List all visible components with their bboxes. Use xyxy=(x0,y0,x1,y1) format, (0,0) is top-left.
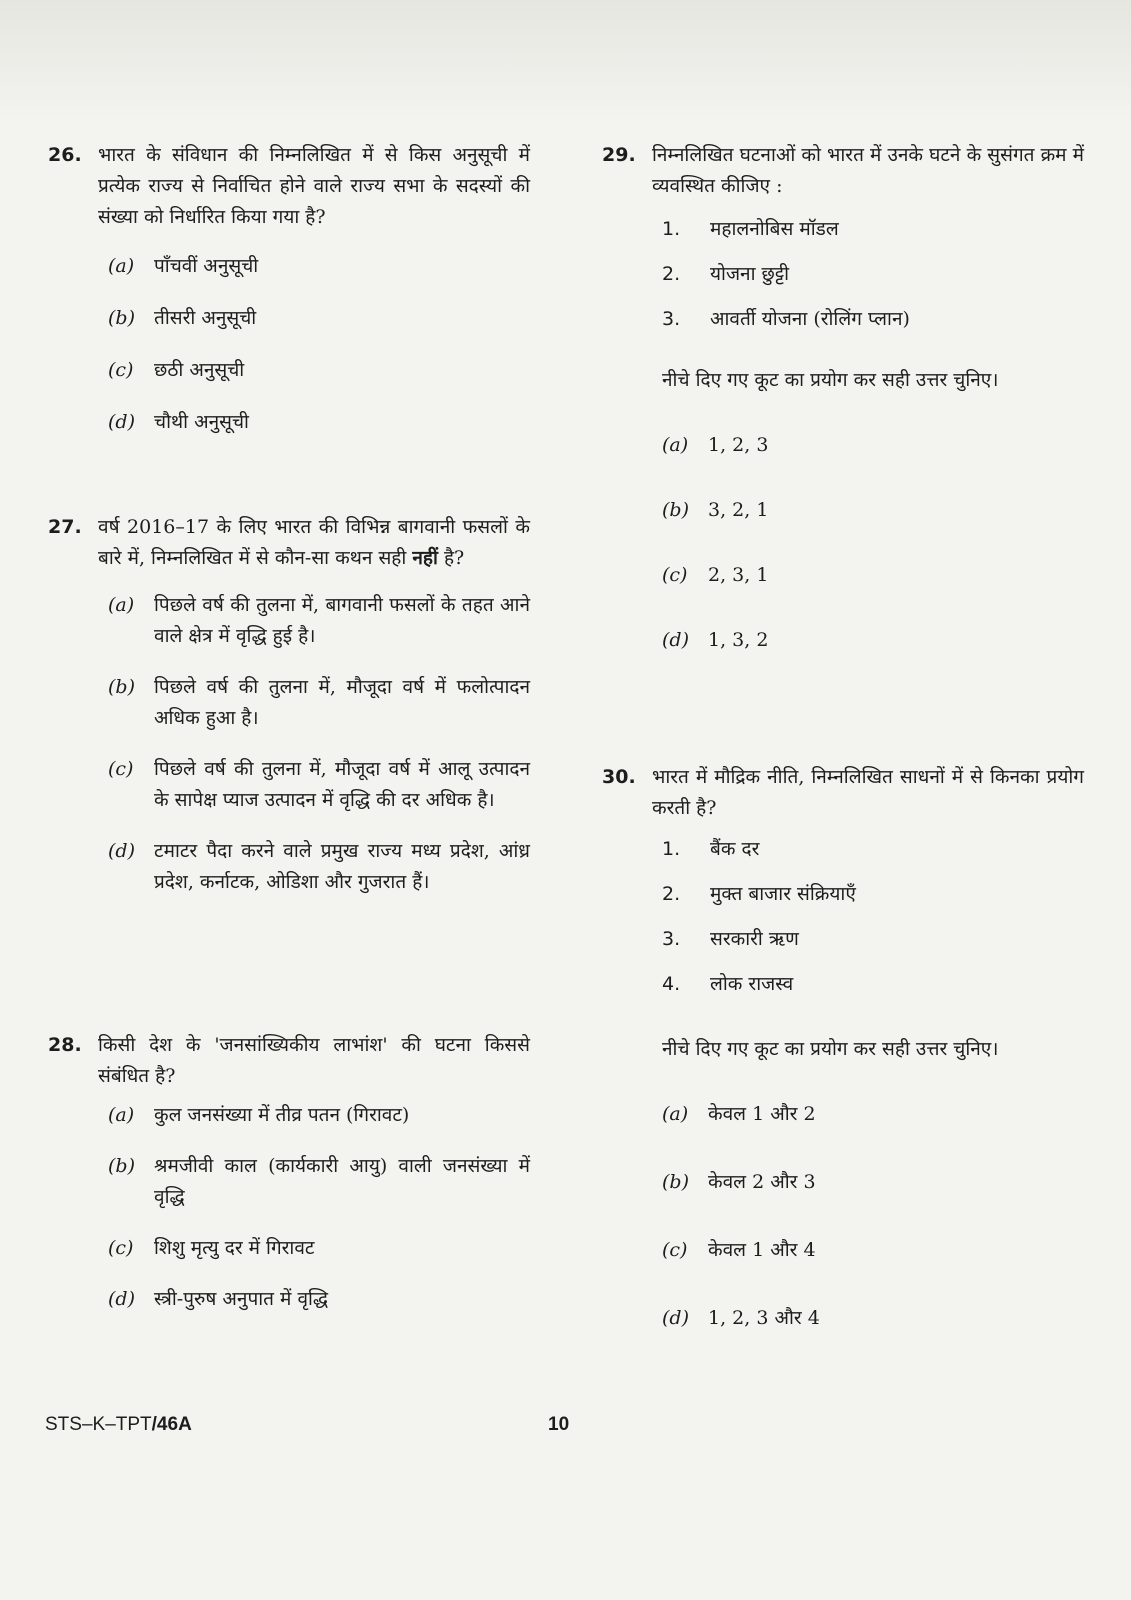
option-b xyxy=(108,672,530,734)
option-label: (b) xyxy=(108,676,135,698)
question-29 xyxy=(602,140,1084,656)
option-text: पिछले वर्ष की तुलना में, मौजूदा वर्ष में फलोत्पादन अधिक हुआ है। xyxy=(154,676,530,729)
option-b xyxy=(662,1167,1084,1198)
question-27 xyxy=(48,512,530,898)
option-c xyxy=(662,1235,1084,1266)
option-text: पाँचवीं अनुसूची xyxy=(154,255,259,277)
item-text: आवर्ती योजना (रोलिंग प्लान) xyxy=(710,308,910,330)
question-text: भारत के संविधान की निम्नलिखित में से किस अनुसूची में प्रत्येक राज्य से निर्वाचित होने वाले राज्य सभा के सदस्यों की संख्या को निर्धारित किया गया है? xyxy=(98,144,530,228)
question-text: भारत में मौद्रिक नीति, निम्नलिखित साधनों में से किनका प्रयोग करती है? xyxy=(652,766,1084,819)
question-number: 27. xyxy=(48,516,82,538)
item-text: महालनोबिस मॉडल xyxy=(710,218,839,240)
option-text: श्रमजीवी काल (कार्यकारी आयु) वाली जनसंख्या में वृद्धि xyxy=(154,1155,530,1208)
option-text: 1, 2, 3 xyxy=(708,434,769,456)
option-c xyxy=(108,1233,530,1264)
option-label: (c) xyxy=(108,758,134,780)
question-number: 26. xyxy=(48,144,82,166)
question-number: 30. xyxy=(602,766,636,788)
question-text: वर्ष 2016–17 के लिए भारत की विभिन्न बागवानी फसलों के बारे में, निम्नलिखित में से कौन-सा कथन सही नहीं है? xyxy=(98,516,530,569)
option-text: पिछले वर्ष की तुलना में, मौजूदा वर्ष में आलू उत्पादन के सापेक्ष प्याज उत्पादन में वृद्धि की दर अधिक है। xyxy=(154,758,530,811)
item-text: लोक राजस्व xyxy=(710,973,794,995)
item-number: 3. xyxy=(662,928,681,950)
option-a xyxy=(108,1100,530,1131)
option-label: (c) xyxy=(662,564,688,586)
option-label: (d) xyxy=(662,629,689,651)
option-label: (b) xyxy=(662,499,689,521)
option-c xyxy=(108,355,530,386)
question-28 xyxy=(48,1030,530,1315)
instruction xyxy=(662,1034,1084,1065)
option-text: केवल 1 और 2 xyxy=(708,1103,816,1125)
option-c xyxy=(108,754,530,816)
option-d xyxy=(108,836,530,898)
list-item xyxy=(662,969,1084,1000)
option-a xyxy=(108,590,530,652)
question-text: निम्नलिखित घटनाओं को भारत में उनके घटने के सुसंगत क्रम में व्यवस्थित कीजिए : xyxy=(652,144,1084,197)
option-text: शिशु मृत्यु दर में गिरावट xyxy=(154,1237,315,1259)
option-label: (c) xyxy=(108,1237,134,1259)
option-text: टमाटर पैदा करने वाले प्रमुख राज्य मध्य प्रदेश, आंध्र प्रदेश, कर्नाटक, ओडिशा और गुजरात हैं। xyxy=(154,840,530,893)
option-c xyxy=(662,560,1084,591)
list-item xyxy=(662,259,1084,290)
option-label: (d) xyxy=(108,1288,135,1310)
option-text: 2, 3, 1 xyxy=(708,564,769,586)
option-text: छठी अनुसूची xyxy=(154,359,245,381)
item-number: 1. xyxy=(662,218,681,240)
question-26 xyxy=(48,140,530,438)
item-number: 3. xyxy=(662,308,681,330)
option-label: (d) xyxy=(662,1307,689,1329)
option-text: केवल 2 और 3 xyxy=(708,1171,816,1193)
item-text: सरकारी ऋण xyxy=(710,928,799,950)
list-item xyxy=(662,924,1084,955)
option-label: (b) xyxy=(108,1155,135,1177)
option-text: 1, 3, 2 xyxy=(708,629,769,651)
item-number: 4. xyxy=(662,973,681,995)
option-label: (a) xyxy=(662,434,689,456)
option-text: केवल 1 और 4 xyxy=(708,1239,816,1261)
item-text: मुक्त बाजार संक्रियाएँ xyxy=(710,883,856,905)
option-text: तीसरी अनुसूची xyxy=(154,307,257,329)
option-a xyxy=(662,430,1084,461)
option-label: (d) xyxy=(108,840,135,862)
item-number: 2. xyxy=(662,263,681,285)
option-a xyxy=(108,251,530,282)
emphasis-not: नहीं xyxy=(412,547,438,569)
list-item xyxy=(662,879,1084,910)
question-number: 28. xyxy=(48,1034,82,1056)
option-label: (a) xyxy=(108,594,135,616)
option-label: (a) xyxy=(108,255,135,277)
option-b xyxy=(108,1151,530,1213)
question-text: किसी देश के 'जनसांख्यिकीय लाभांश' की घटना किससे संबंधित है? xyxy=(98,1034,530,1087)
item-number: 2. xyxy=(662,883,681,905)
instruction xyxy=(662,365,1084,396)
item-text: योजना छुट्टी xyxy=(710,263,790,285)
option-label: (b) xyxy=(662,1171,689,1193)
option-b xyxy=(108,303,530,334)
option-label: (c) xyxy=(108,359,134,381)
option-b xyxy=(662,495,1084,526)
scan-shading xyxy=(0,0,1131,120)
option-text: 3, 2, 1 xyxy=(708,499,769,521)
option-label: (a) xyxy=(108,1104,135,1126)
option-text: चौथी अनुसूची xyxy=(154,411,249,433)
option-label: (a) xyxy=(662,1103,689,1125)
page-number: 10 xyxy=(548,1414,570,1435)
option-a xyxy=(662,1099,1084,1130)
instruction-text: नीचे दिए गए कूट का प्रयोग कर सही उत्तर चुनिए। xyxy=(662,1038,999,1060)
option-d xyxy=(108,1284,530,1315)
option-text: 1, 2, 3 और 4 xyxy=(708,1307,820,1329)
option-d xyxy=(108,407,530,438)
list-item xyxy=(662,304,1084,335)
option-text: स्त्री-पुरुष अनुपात में वृद्धि xyxy=(154,1288,329,1310)
option-label: (b) xyxy=(108,307,135,329)
option-label: (c) xyxy=(662,1239,688,1261)
item-number: 1. xyxy=(662,838,681,860)
list-item xyxy=(662,834,1084,865)
option-d xyxy=(662,1303,1084,1334)
booklet-code: STS–K–TPT/46A xyxy=(45,1414,192,1435)
list-item xyxy=(662,214,1084,245)
item-text: बैंक दर xyxy=(710,838,760,860)
option-label: (d) xyxy=(108,411,135,433)
option-text: कुल जनसंख्या में तीव्र पतन (गिरावट) xyxy=(154,1104,410,1126)
option-d xyxy=(662,625,1084,656)
question-number: 29. xyxy=(602,144,636,166)
option-text: पिछले वर्ष की तुलना में, बागवानी फसलों के तहत आने वाले क्षेत्र में वृद्धि हुई है। xyxy=(154,594,530,647)
question-30 xyxy=(602,762,1084,1334)
instruction-text: नीचे दिए गए कूट का प्रयोग कर सही उत्तर चुनिए। xyxy=(662,369,999,391)
